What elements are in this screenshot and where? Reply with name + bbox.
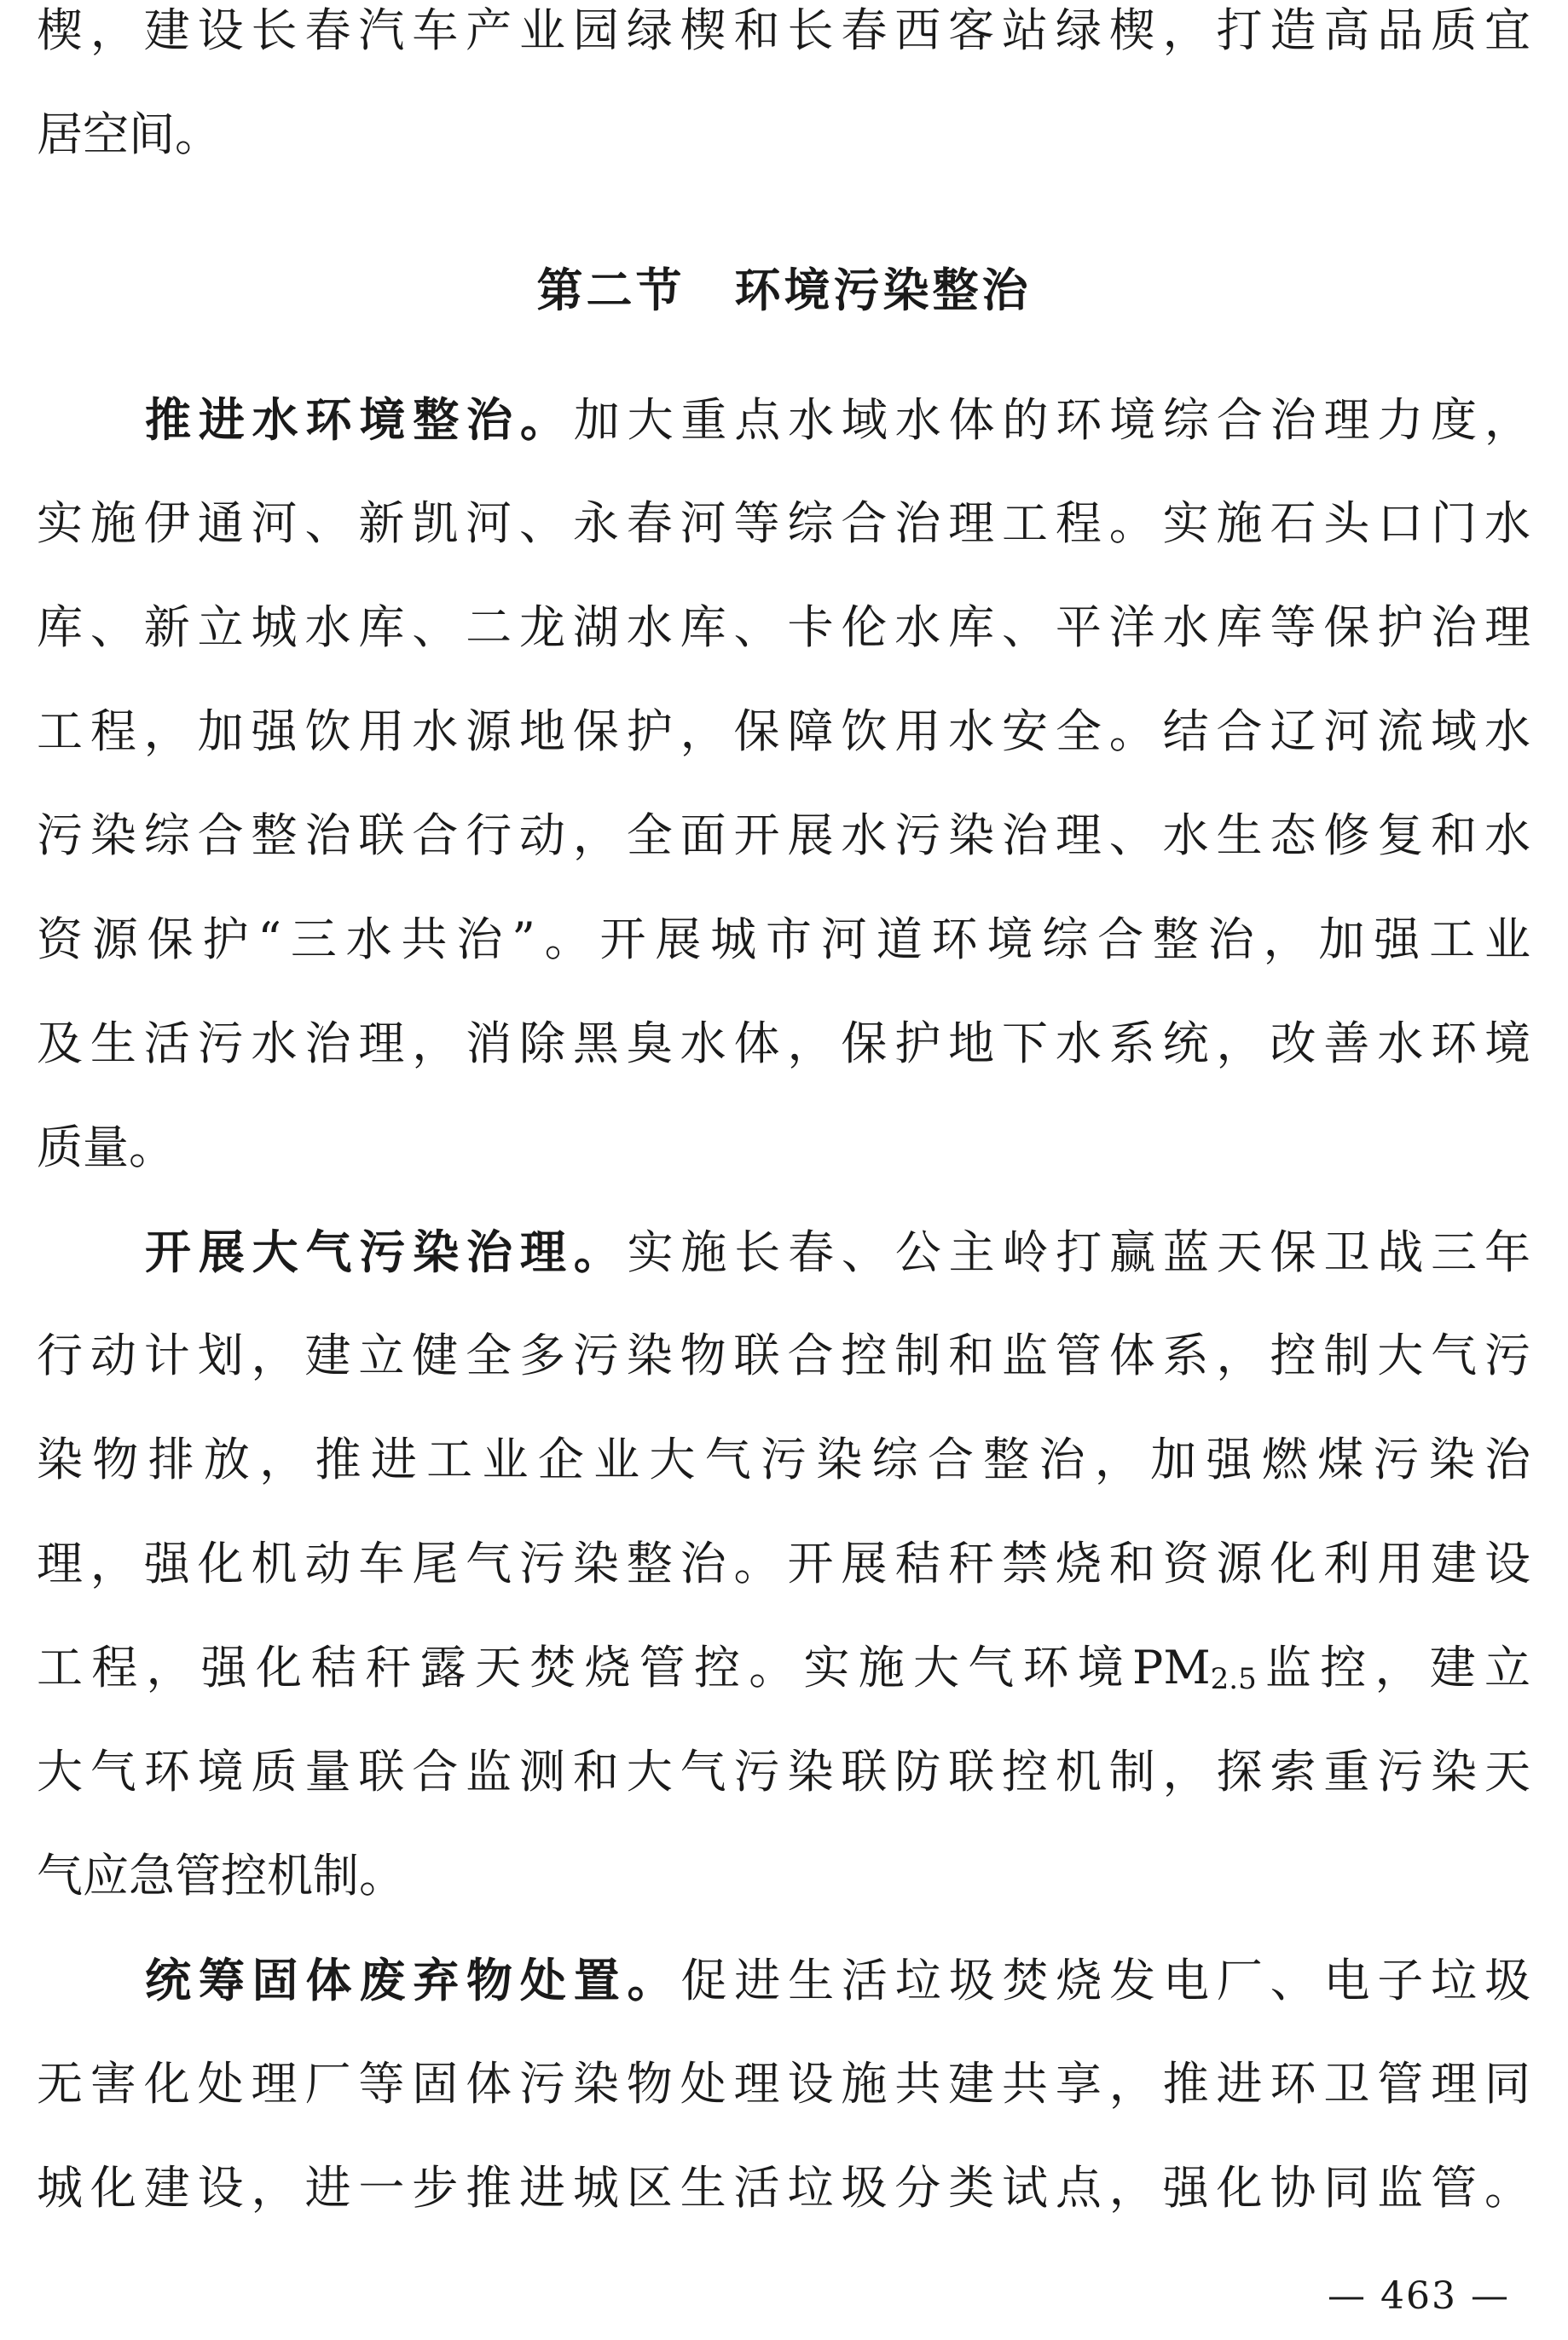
paragraph-heading: 统筹固体废弃物处置。	[145, 1955, 681, 2007]
paragraph-heading: 推进水环境整治。	[145, 394, 574, 447]
paragraph-heading: 开展大气污染治理。	[145, 1226, 628, 1279]
paragraph-first-line	[145, 394, 1530, 449]
paragraph-first-line	[145, 1226, 1530, 1281]
body-text: 工程，强化秸秆露天焚烧管控。实施大气环境PM	[37, 1642, 1211, 1694]
body-line: 染物排放，推进工业企业大气污染综合整治，加强燃煤污染治	[37, 1434, 1530, 1486]
paragraph-text: 促进生活垃圾焚烧发电厂、电子垃圾	[680, 1955, 1530, 2007]
body-line: 居空间。	[37, 109, 221, 161]
body-line: 质量。	[37, 1122, 175, 1174]
page-number: — 463 —	[1328, 2274, 1510, 2318]
body-line: 行动计划，建立健全多污染物联合控制和监管体系，控制大气污	[37, 1330, 1530, 1382]
subscript: 2.5	[1210, 1662, 1257, 1696]
paragraph-text: 加大重点水域水体的环境综合治理力度，	[573, 394, 1530, 447]
body-line: 工程，加强饮用水源地保护，保障饮用水安全。结合辽河流域水	[37, 706, 1530, 758]
body-line: 资源保护“三水共治”。开展城市河道环境综合整治，加强工业	[37, 914, 1530, 966]
body-line: 城化建设，进一步推进城区生活垃圾分类试点，强化协同监管。	[37, 2163, 1530, 2215]
body-line: 及生活污水治理，消除黑臭水体，保护地下水系统，改善水环境	[37, 1018, 1530, 1070]
body-line: 实施伊通河、新凯河、永春河等综合治理工程。实施石头口门水	[37, 498, 1530, 550]
body-line-pm25	[37, 1642, 1530, 1697]
body-line: 大气环境质量联合监测和大气污染联防联控机制，探索重污染天	[37, 1746, 1530, 1798]
body-line: 理，强化机动车尾气污染整治。开展秸秆禁烧和资源化利用建设	[37, 1538, 1530, 1590]
body-line: 无害化处理厂等固体污染物处理设施共建共享，推进环卫管理同	[37, 2059, 1530, 2111]
body-line: 气应急管控机制。	[37, 1851, 405, 1903]
body-line: 污染综合整治联合行动，全面开展水污染治理、水生态修复和水	[37, 810, 1530, 862]
body-line: 楔，建设长春汽车产业园绿楔和长春西客站绿楔，打造高品质宜	[37, 5, 1530, 57]
paragraph-text: 实施长春、公主岭打赢蓝天保卫战三年	[627, 1226, 1530, 1279]
body-line: 库、新立城水库、二龙湖水库、卡伦水库、平洋水库等保护治理	[37, 602, 1530, 654]
body-text: 监控，建立	[1256, 1642, 1530, 1694]
paragraph-first-line	[145, 1955, 1530, 2009]
section-title: 第二节 环境污染整治	[536, 263, 1032, 317]
